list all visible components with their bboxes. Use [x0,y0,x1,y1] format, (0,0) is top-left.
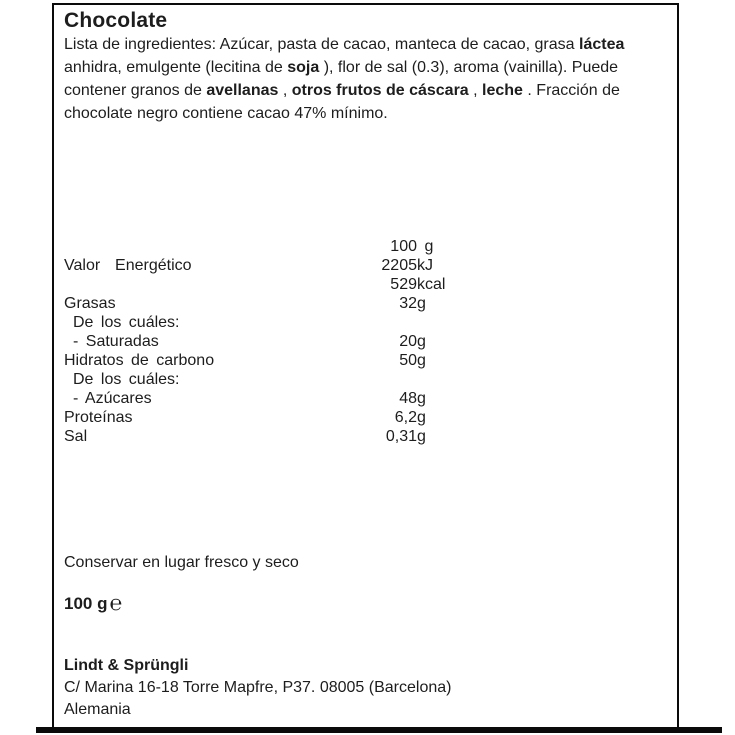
manufacturer-name: Lindt & Sprüngli [64,657,189,674]
ingredient-allergen: láctea [579,36,625,53]
ingredient-text: chocolate negro contiene cacao 47% mínimo. [64,105,388,122]
nutrition-row [64,332,664,351]
nutrition-row [64,275,664,294]
ingredient-allergen: otros frutos de cáscara [291,82,469,99]
nutrition-row-label: Sal [64,428,88,445]
nutrition-row [64,389,664,408]
ingredient-allergen: avellanas [206,82,279,99]
nutrition-row-label: - Azúcares [73,390,152,407]
nutrition-row-label: De los cuáles: [73,371,180,388]
ingredient-allergen: leche [482,82,523,99]
nutrition-row-value: 20 [399,333,417,350]
nutrition-row-label: Proteínas [64,409,133,426]
manufacturer-block [64,655,451,721]
nutrition-row-unit: g [417,428,426,445]
nutrition-row-value: 32 [399,295,417,312]
nutrition-row-unit: g [417,295,426,312]
nutrition-row [64,408,664,427]
label-box [52,3,679,727]
nutrition-row-label: - Saturadas [73,333,159,350]
ingredient-text: Lista de ingredientes: Azúcar, pasta de cacao, manteca de cacao, grasa [64,36,579,53]
nutrition-row-value: 50 [399,352,417,369]
nutrition-row [64,256,664,275]
nutrition-row-value: 48 [399,390,417,407]
nutrition-row-label [64,237,359,256]
nutrition-row-value: 6,2 [394,409,417,426]
nutrition-row [64,427,664,446]
ingredients-line [64,79,669,102]
ingredient-text: anhidra, emulgente (lecitina de [64,59,288,76]
net-weight-value: 100 g [64,594,108,613]
bottom-rule [36,727,722,733]
nutrition-row-label: De los cuáles: [73,314,180,331]
net-weight [64,594,122,614]
ingredients-line [64,102,669,125]
nutrition-row [64,351,664,370]
manufacturer-country: Alemania [64,701,131,718]
ingredients-paragraph [64,33,669,125]
nutrition-row-unit: kcal [417,276,446,293]
nutrition-row-value: 100 [390,238,417,255]
nutrition-row [64,237,664,256]
nutrition-row-label: Valor Energético [64,257,192,274]
estimated-sign: ℮ [109,592,123,615]
nutrition-row-unit: kJ [417,257,433,274]
nutrition-row-unit [417,313,664,332]
nutrition-table [64,237,664,446]
nutrition-row [64,313,664,332]
nutrition-row-unit: g [417,238,434,255]
nutrition-row-value [359,313,417,332]
nutrition-row-unit: g [417,390,426,407]
nutrition-row-value: 0,31 [385,428,417,445]
nutrition-row [64,294,664,313]
ingredient-text: , [468,82,483,99]
nutrition-row-unit: g [417,409,426,426]
ingredient-allergen: soja [287,59,320,76]
nutrition-row-value: 529 [390,276,417,293]
nutrition-row-label: Grasas [64,295,116,312]
nutrition-row-unit: g [417,333,426,350]
nutrition-row-unit: g [417,352,426,369]
ingredients-line [64,33,669,56]
ingredient-text: contener granos de [64,82,207,99]
ingredients-line [64,56,669,79]
ingredient-text: ), flor de sal (0.3), aroma (vainilla). Puede [319,59,619,76]
nutrition-row-value [359,370,417,389]
nutrition-row-unit [417,370,664,389]
ingredient-text: , [278,82,292,99]
nutrition-row-value: 2205 [381,257,417,274]
manufacturer-address: C/ Marina 16-18 Torre Mapfre, P37. 08005 (Barcelona) [64,679,452,696]
ingredient-text: . Fracción de [522,82,620,99]
nutrition-row-label: Hidratos de carbono [64,352,215,369]
storage-instructions: Conservar en lugar fresco y seco [64,554,299,571]
page-title: Chocolate [64,9,168,32]
nutrition-row [64,370,664,389]
nutrition-row-label [64,275,359,294]
